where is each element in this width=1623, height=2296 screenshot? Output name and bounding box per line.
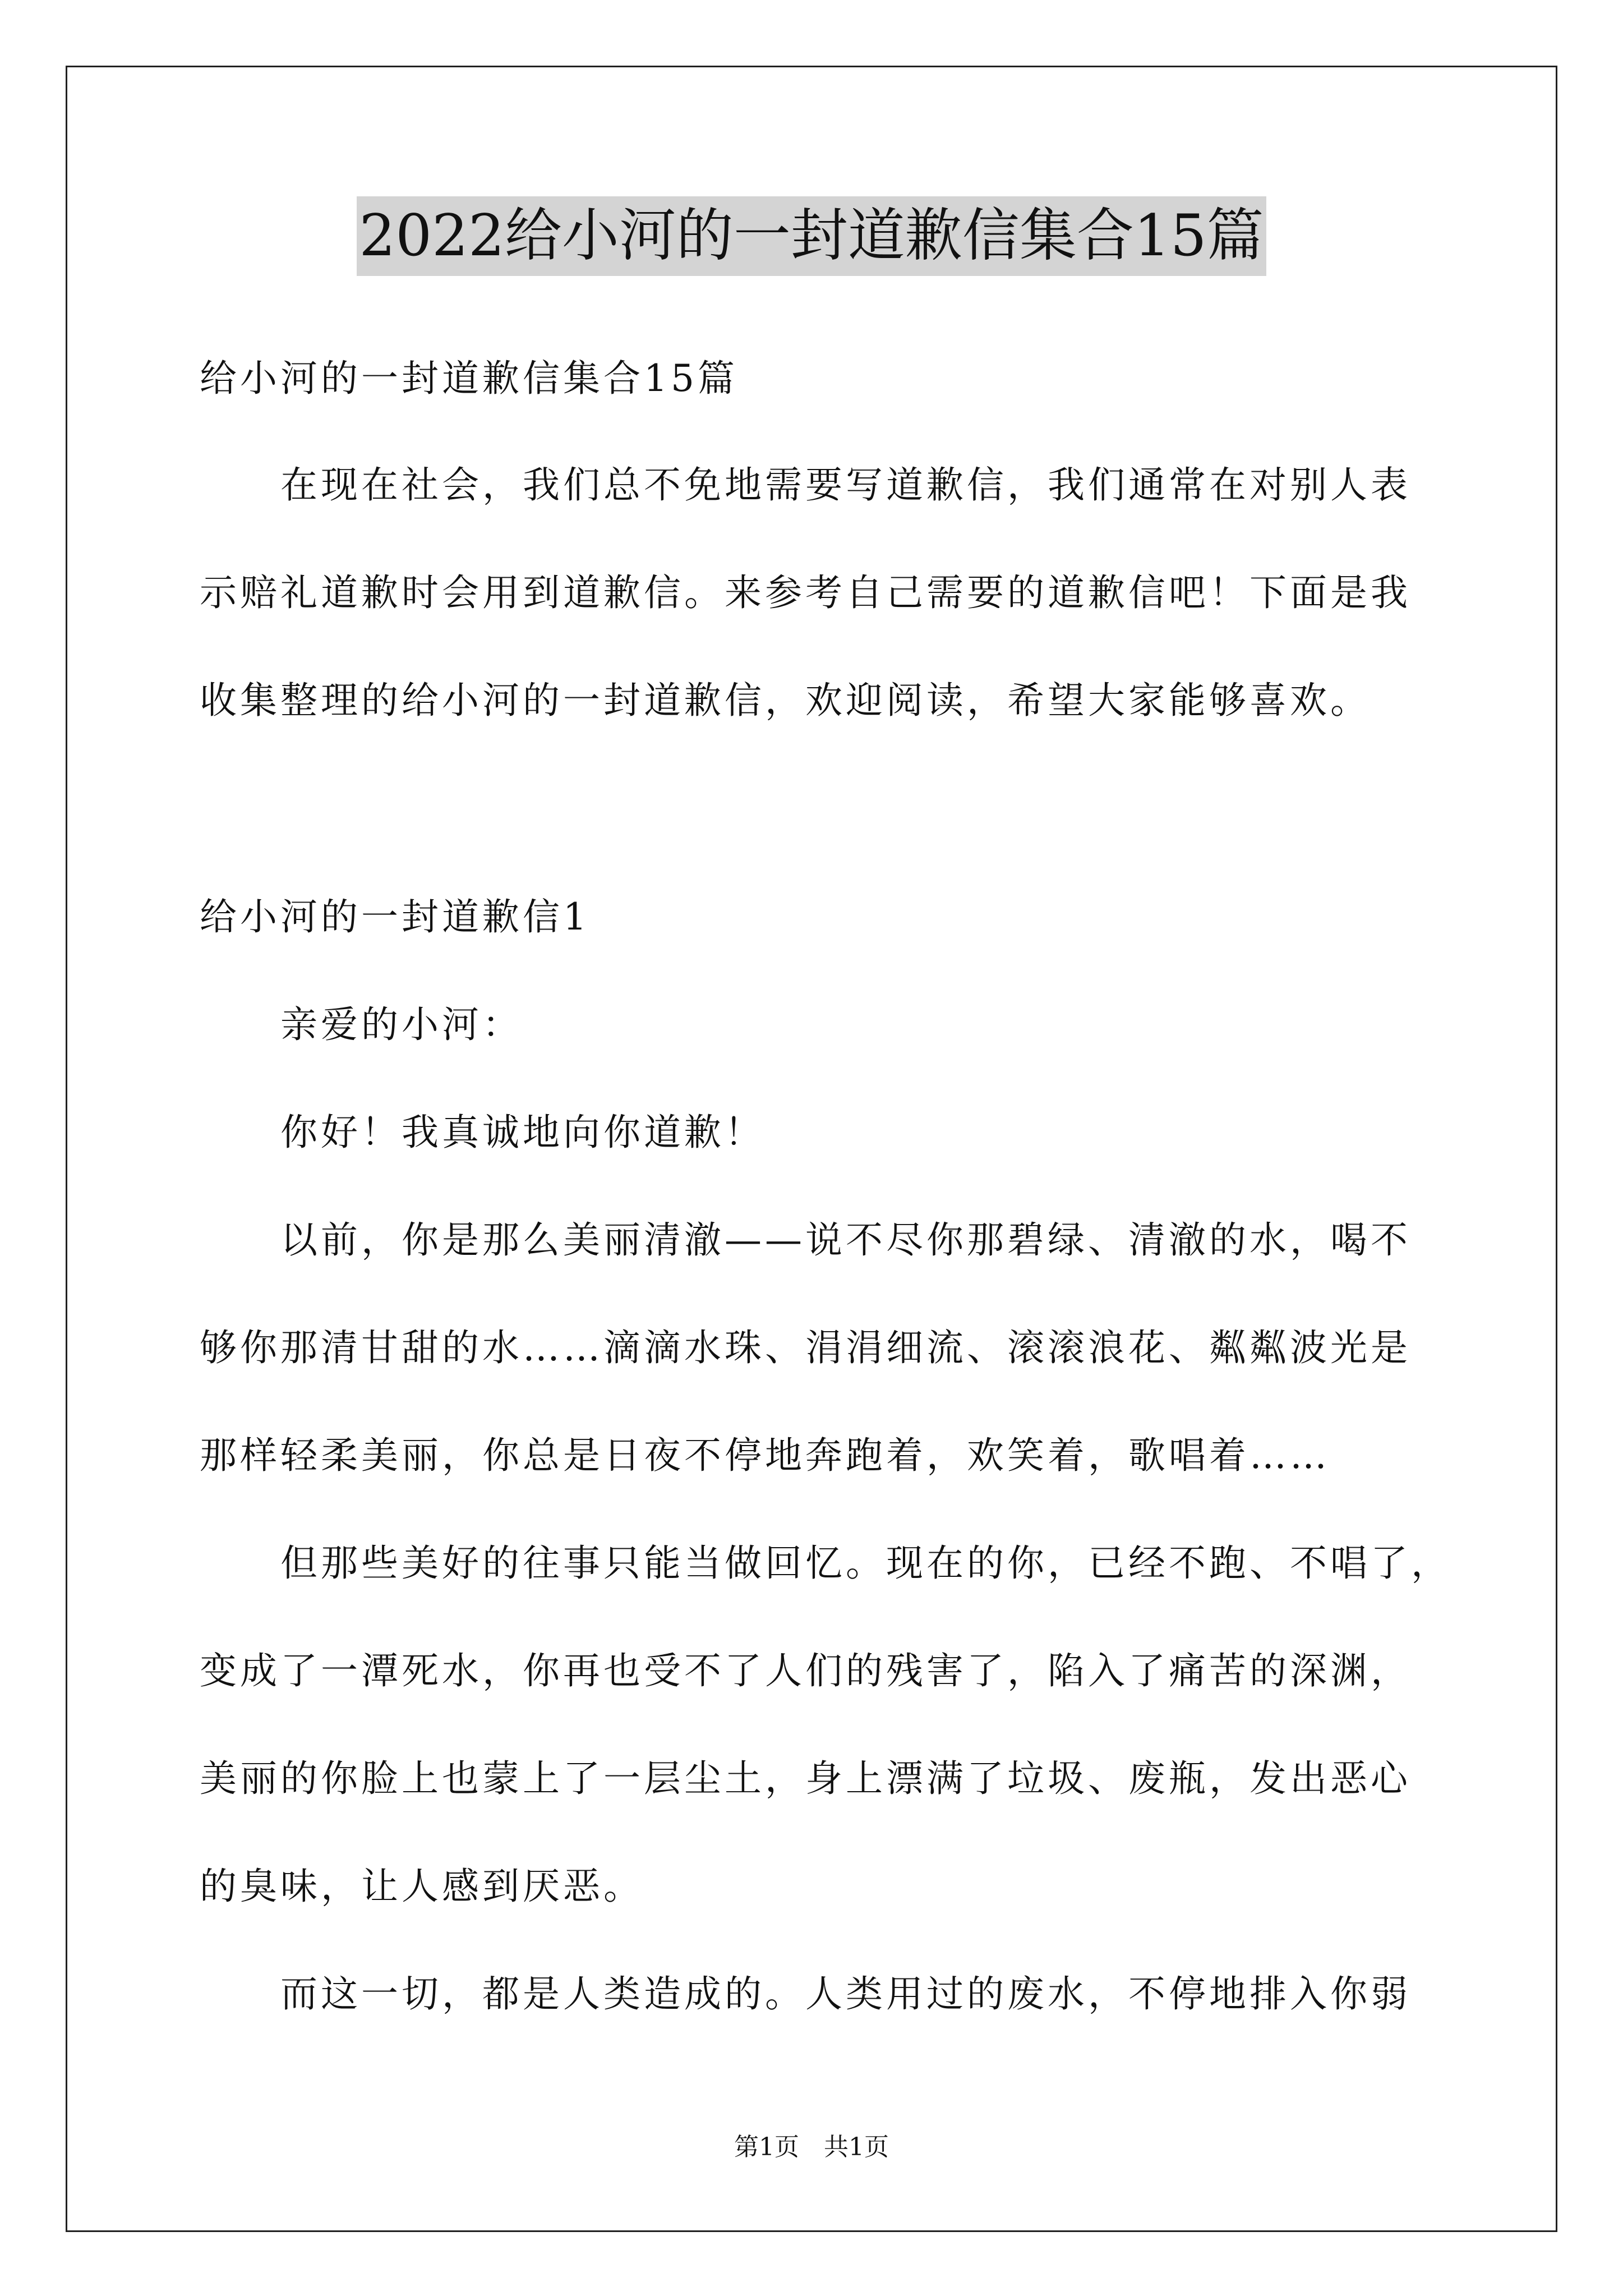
body-line-8: 够你那清甘甜的水……滴滴水珠、涓涓细流、滚滚浪花、粼粼波光是 xyxy=(200,1326,1411,1369)
body-line-2: 示赔礼道歉时会用到道歉信。来参考自己需要的道歉信吧！下面是我 xyxy=(200,571,1411,614)
subtitle-line: 给小河的一封道歉信集合15篇 xyxy=(200,357,738,400)
body-line-1: 在现在社会，我们总不免地需要写道歉信，我们通常在对别人表 xyxy=(200,463,1411,507)
document-title: 2022给小河的一封道歉信集合15篇 xyxy=(357,196,1266,276)
body-line-14: 而这一切，都是人类造成的。人类用过的废水，不停地排入你弱 xyxy=(200,1972,1411,2016)
body-line-7: 以前，你是那么美丽清澈——说不尽你那碧绿、清澈的水，喝不 xyxy=(200,1218,1411,1262)
body-line-6: 你好！我真诚地向你道歉！ xyxy=(200,1111,765,1154)
body-line-12: 美丽的你脸上也蒙上了一层尘土，身上漂满了垃圾、废瓶，发出恶心 xyxy=(200,1757,1411,1800)
salutation-line: 亲爱的小河： xyxy=(200,1003,523,1046)
title-container xyxy=(0,196,1623,276)
section-heading: 给小河的一封道歉信1 xyxy=(200,895,590,938)
body-line-13: 的臭味，让人感到厌恶。 xyxy=(200,1865,644,1908)
body-line-11: 变成了一潭死水，你再也受不了人们的残害了，陷入了痛苦的深渊， xyxy=(200,1649,1411,1692)
body-line-3: 收集整理的给小河的一封道歉信，欢迎阅读，希望大家能够喜欢。 xyxy=(200,679,1371,722)
body-line-10: 但那些美好的往事只能当做回忆。现在的你，已经不跑、不唱了， xyxy=(200,1542,1451,1585)
body-line-9: 那样轻柔美丽，你总是日夜不停地奔跑着，欢笑着，歌唱着…… xyxy=(200,1434,1330,1477)
page-footer: 第1页 共1页 xyxy=(734,2133,889,2161)
